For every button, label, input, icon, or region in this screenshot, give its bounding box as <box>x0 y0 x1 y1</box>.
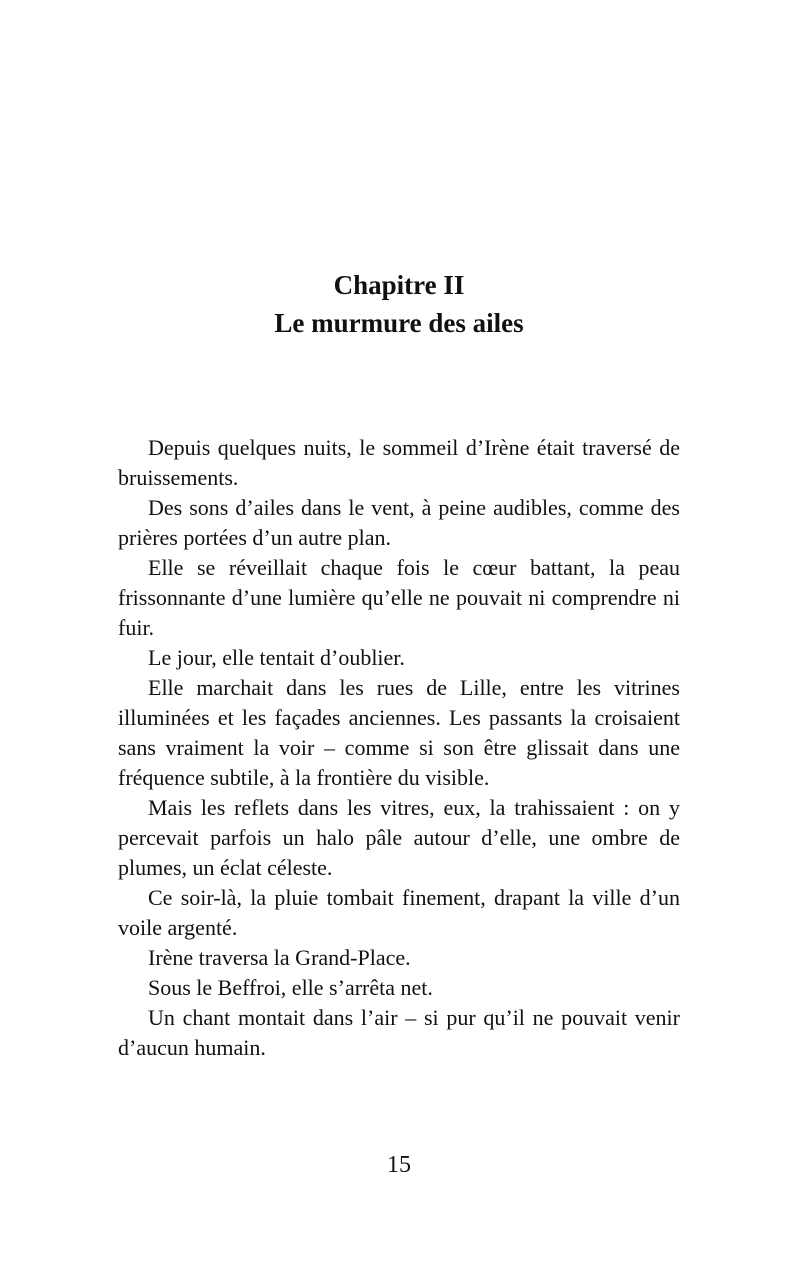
paragraph: Elle marchait dans les rues de Lille, entre les vitrines illuminées et les façades anciennes. Les passants la croisaient sans vraiment la voir – comme si son être glissait dans une fréquence subtile, à la frontière du visible. <box>118 675 680 790</box>
chapter-number: Chapitre II <box>333 270 465 300</box>
page-number: 15 <box>387 1152 411 1178</box>
paragraph: Irène traversa la Grand-Place. <box>148 945 411 970</box>
paragraph: Un chant montait dans l’air – si pur qu’il ne pouvait venir d’aucun humain. <box>118 1005 680 1060</box>
paragraph: Elle se réveillait chaque fois le cœur battant, la peau frissonnante d’une lumière qu’elle ne pouvait ni comprendre ni fuir. <box>118 555 680 640</box>
paragraph: Ce soir-là, la pluie tombait finement, drapant la ville d’un voile argenté. <box>118 885 680 940</box>
paragraph: Mais les reflets dans les vitres, eux, la trahissaient : on y percevait parfois un halo pâle autour d’elle, une ombre de plumes, un éclat céleste. <box>118 795 680 880</box>
chapter-body <box>118 433 680 1063</box>
paragraph: Des sons d’ailes dans le vent, à peine audibles, comme des prières portées d’un autre plan. <box>118 495 680 550</box>
paragraph: Sous le Beffroi, elle s’arrêta net. <box>148 975 433 1000</box>
paragraph: Le jour, elle tentait d’oublier. <box>148 645 405 670</box>
paragraph: Depuis quelques nuits, le sommeil d’Irène était traversé de bruissements. <box>118 435 680 490</box>
chapter-heading <box>0 266 798 342</box>
chapter-title: Le murmure des ailes <box>274 308 524 338</box>
